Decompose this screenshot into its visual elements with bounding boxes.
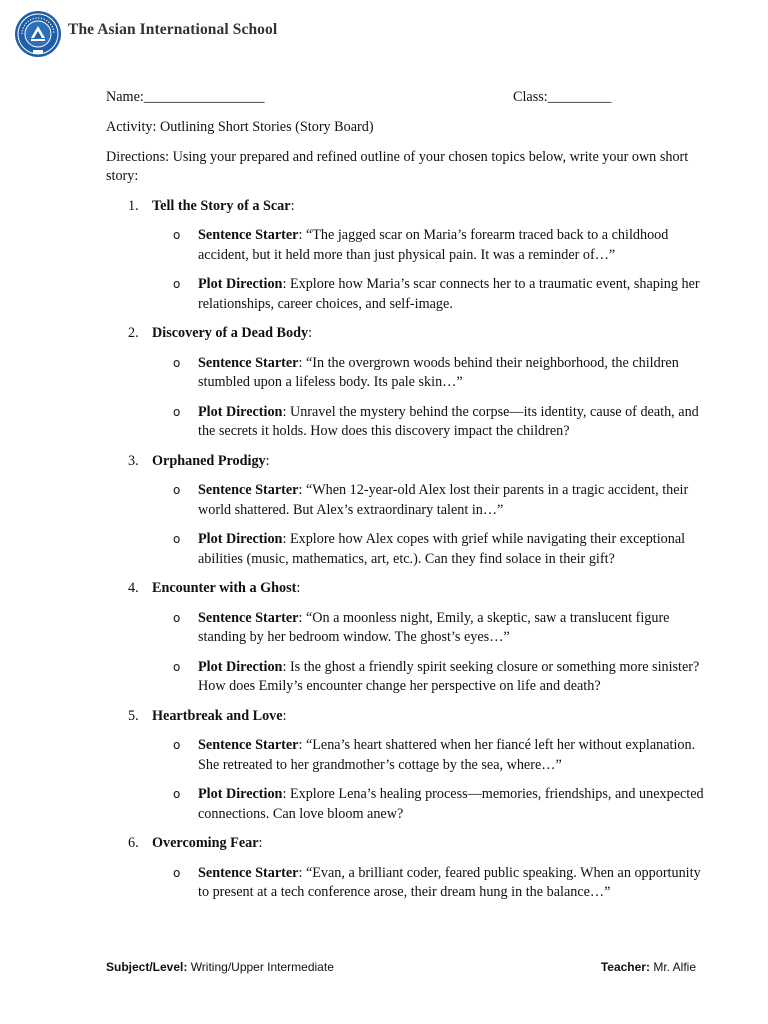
topic-heading — [106, 707, 706, 727]
plot-direction-label: Plot Direction — [198, 786, 283, 802]
story-topic-1 — [106, 197, 706, 315]
student-info-row — [106, 88, 706, 108]
school-header — [14, 8, 277, 60]
sentence-starter — [106, 864, 706, 903]
sentence-starter — [106, 481, 706, 520]
subject-level-value: Writing/Upper Intermediate — [187, 960, 334, 974]
bullet-icon: o — [173, 738, 181, 752]
bullet-icon: o — [173, 610, 181, 625]
plot-direction — [106, 658, 706, 697]
school-logo-icon — [14, 10, 62, 58]
plot-direction-text: : Is the ghost a friendly spirit seeking closure or something more sinister? How does Emily’s encounter change her perspective on life and death? — [198, 658, 700, 694]
topic-number: 6. — [128, 835, 139, 851]
plot-direction — [106, 275, 706, 314]
sentence-starter-text: : “Evan, a brilliant coder, feared public speaking. When an opportunity to present at a tech conference arose, their dream hung in the balance…” — [198, 864, 701, 900]
page-footer — [106, 960, 696, 980]
plot-direction-label: Plot Direction — [198, 403, 283, 420]
sentence-starter-text: : “In the overgrown woods behind their neighborhood, the children stumbled upon a lifeless body. Its pale skin…” — [198, 354, 679, 390]
bullet-icon: o — [173, 787, 181, 801]
story-topic-2 — [106, 324, 706, 442]
sentence-starter-label: Sentence Starter — [198, 227, 299, 243]
sentence-starter-label: Sentence Starter — [198, 737, 299, 753]
sentence-starter-text: : “The jagged scar on Maria’s forearm traced back to a childhood accident, but it held more than just physical pain. It was a reminder of…” — [198, 227, 669, 263]
plot-direction — [106, 530, 706, 569]
topic-heading — [106, 579, 706, 599]
sentence-starter — [106, 736, 706, 775]
topic-number: 5. — [128, 707, 139, 724]
sentence-starter-text: : “When 12-year-old Alex lost their parents in a tragic accident, their world shattered. But Alex’s extraordinary talent in…” — [198, 482, 689, 518]
directions-text: Directions: Using your prepared and refined outline of your chosen topics below, write your own short story: — [106, 148, 689, 184]
sentence-starter-text: : “Lena’s heart shattered when her fiancé left her without explanation. She retreated to her grandmother’s cottage by the sea, where…” — [198, 737, 696, 773]
story-topic-6 — [106, 834, 706, 903]
sentence-starter — [106, 609, 706, 648]
sentence-starter-label: Sentence Starter — [198, 609, 299, 626]
topic-title: Orphaned Prodigy — [152, 452, 266, 469]
topic-colon: : — [290, 197, 295, 214]
bullet-icon: o — [173, 355, 181, 370]
bullet-icon: o — [173, 483, 181, 497]
topic-heading — [106, 197, 706, 217]
sentence-starter-label: Sentence Starter — [198, 354, 299, 371]
subject-level — [106, 960, 334, 974]
bullet-icon: o — [173, 659, 181, 674]
sentence-starter-text: : “On a moonless night, Emily, a skeptic, saw a translucent figure standing by her bedroom window. The ghost’s eyes…” — [198, 609, 670, 645]
plot-direction-text: : Explore how Alex copes with grief while navigating their exceptional abilities (music, mathematics, art, etc.). Can they find solace in their gift? — [198, 531, 686, 567]
plot-direction-label: Plot Direction — [198, 276, 283, 292]
topic-number: 3. — [128, 452, 139, 469]
story-topic-5 — [106, 707, 706, 825]
activity-title: Activity: Outlining Short Stories (Story Board) — [106, 119, 374, 135]
plot-direction-label: Plot Direction — [198, 531, 283, 547]
plot-direction-text: : Explore how Maria’s scar connects her to a traumatic event, shaping her relationships, career choices, and self-image. — [198, 276, 700, 312]
bullet-icon: o — [173, 404, 181, 419]
topic-colon: : — [282, 707, 287, 724]
plot-direction — [106, 403, 706, 442]
topic-number: 1. — [128, 197, 139, 214]
bullet-icon: o — [173, 532, 181, 546]
plot-direction — [106, 785, 706, 824]
topic-title: Heartbreak and Love — [152, 707, 283, 724]
sentence-starter-label: Sentence Starter — [198, 864, 299, 881]
sentence-starter — [106, 226, 706, 265]
topic-title: Encounter with a Ghost — [152, 580, 297, 596]
plot-direction-text: : Explore Lena’s healing process—memories, friendships, and unexpected connections. Can love bloom anew? — [198, 786, 704, 822]
class-field[interactable]: Class:_________ — [513, 89, 612, 105]
sentence-starter — [106, 354, 706, 393]
name-field[interactable]: Name:_________________ — [106, 89, 265, 105]
topic-title: Overcoming Fear — [152, 835, 259, 851]
bullet-icon: o — [173, 865, 181, 880]
subject-level-label: Subject/Level: — [106, 960, 188, 974]
school-name: The Asian International School — [68, 21, 278, 38]
topic-number: 2. — [128, 325, 139, 341]
topic-colon: : — [308, 325, 313, 341]
topic-colon: : — [265, 452, 270, 469]
topic-title: Tell the Story of a Scar — [152, 197, 291, 214]
bullet-icon: o — [173, 228, 181, 242]
topic-heading — [106, 452, 706, 472]
topic-heading — [106, 834, 706, 854]
plot-direction-text: : Unravel the mystery behind the corpse—its identity, cause of death, and the secrets it holds. How does this discovery impact the children? — [198, 403, 699, 439]
sentence-starter-label: Sentence Starter — [198, 482, 299, 498]
story-topic-3 — [106, 452, 706, 570]
teacher — [601, 960, 696, 974]
teacher-label: Teacher: — [600, 960, 650, 974]
topic-heading — [106, 324, 706, 344]
story-topic-4 — [106, 579, 706, 697]
worksheet-body — [106, 88, 706, 913]
topic-colon: : — [258, 835, 263, 851]
topic-number: 4. — [128, 580, 139, 596]
topic-title: Discovery of a Dead Body — [152, 325, 309, 341]
topic-colon: : — [296, 580, 301, 596]
teacher-value: Mr. Alfie — [649, 960, 696, 974]
plot-direction-label: Plot Direction — [198, 658, 283, 675]
bullet-icon: o — [173, 277, 181, 291]
